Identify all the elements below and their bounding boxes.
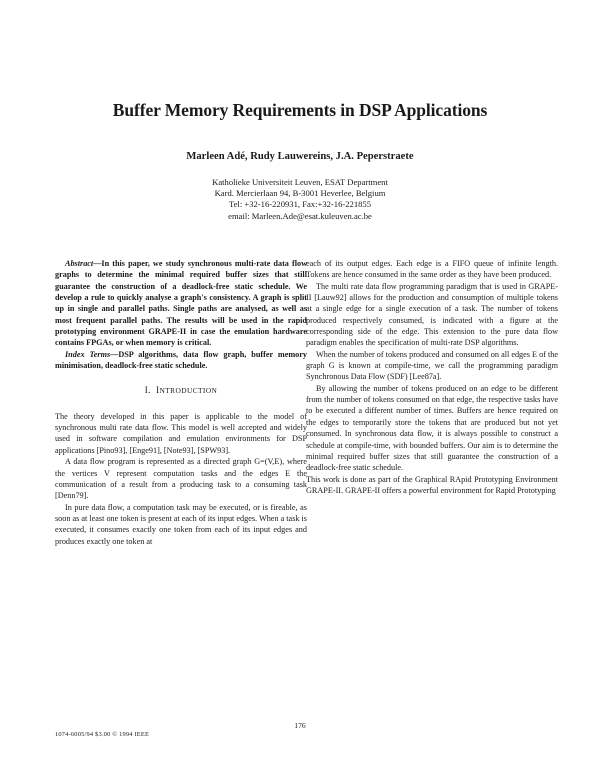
section-heading-introduction — [55, 385, 307, 396]
section-number: I. — [144, 385, 151, 396]
body-paragraph: In pure data flow, a computation task may be executed, or is fireable, as soon as at least one token is present at each of its input edges. When a task is executed, it consumes exactly one token from each of its input edges and produces exactly one token at — [55, 502, 307, 546]
index-terms — [55, 349, 307, 372]
index-terms-text: —DSP algorithms, data flow graph, buffer memory minimisation, deadlock-free static schedule. — [55, 349, 307, 371]
body-paragraph: The multi rate data flow programming paradigm that is used in GRAPE-II [Lauw92] allows for the production and consumption of multiple tokens at a single edge for a single execution of a task. The number of tokens produced respectively consumed, is indicated with a figure at the corresponding side of the edge. This extension to the pure data flow paradigm enables the specification of multi-rate DSP algorithms. — [306, 281, 558, 348]
paper-title: Buffer Memory Requirements in DSP Applications — [112, 100, 488, 120]
abstract — [55, 258, 307, 349]
affiliation-line: Tel: +32-16-220931, Fax:+32-16-221855 — [228, 199, 372, 210]
author-list: Marleen Adé, Rudy Lauwereins, J.A. Peperstraete — [186, 151, 414, 162]
affiliation-line: Katholieke Universiteit Leuven, ESAT Department — [212, 177, 388, 187]
body-paragraph: This work is done as part of the Graphical RApid Prototyping Environment GRAPE-II. GRAPE-II offers a powerful environment for Rapid Prototyping — [306, 474, 558, 495]
affiliation-line: email: Marleen.Ade@esat.kuleuven.ac.be — [228, 210, 372, 221]
section-title-rest: NTRODUCTION — [159, 386, 218, 396]
copyright-notice: 1074-6005/94 $3.00 © 1994 IEEE — [55, 731, 150, 738]
left-column — [55, 258, 307, 547]
index-terms-label: Index Terms — [65, 349, 111, 359]
body-paragraph: each of its output edges. Each edge is a FIFO queue of infinite length. Tokens are hence consumed in the same order as they have been produced. — [306, 259, 558, 280]
affiliation-block — [0, 177, 600, 222]
body-paragraph: The theory developed in this paper is applicable to the model of synchronous multi rate data flow. This model is well accepted and widely used in software compilation and emulation environments for DSP applications [Pino93], [Enge91], [Note93], [SPW93]. — [55, 411, 307, 455]
body-paragraph: A data flow program is represented as a directed graph G=(V,E), where the vertices V represent computation tasks and the edges E the communication of a result from a producing task to a consuming task [Denn79]. — [55, 457, 307, 501]
body-paragraph: By allowing the number of tokens produced on an edge to be different from the number of tokens consumed on that edge, the respective tasks have to be executed a different number of times. Buffers are hence required on the edges to temporarily store the tokens that are produced but not yet consumed. In synchronous data flow, it is always possible to construct a schedule at compile-time, with bounded buffers. Our aim is to determine the minimal required buffer sizes that still guarantee the construction of a deadlock-free static schedule. — [306, 383, 558, 473]
abstract-label: Abstract — [65, 259, 94, 268]
abstract-text: —In this paper, we study synchronous multi-rate data flow graphs to determine the minimal required buffer sizes that still guarantee the construction of a deadlock-free static schedule. We develop a rule to quickly analyse a graph's consistency. A graph is split up in single and parallel paths. Single paths are analysed, as well as most frequent parallel paths. The results will be used in the rapid prototyping environment GRAPE-II in case the emulation hardware contains FPGAs, or when memory is critical. — [55, 259, 307, 348]
body-paragraph: When the number of tokens produced and consumed on all edges E of the graph G is known at compile-time, we call the programming paradigm Synchronous Data Flow (SDF) [Lee87a]. — [306, 349, 558, 382]
section-initial: I — [156, 385, 160, 396]
page-number: 176 — [294, 721, 306, 730]
right-column — [306, 258, 558, 496]
affiliation-line: Kard. Mercierlaan 94, B-3001 Heverlee, Belgium — [214, 188, 386, 199]
